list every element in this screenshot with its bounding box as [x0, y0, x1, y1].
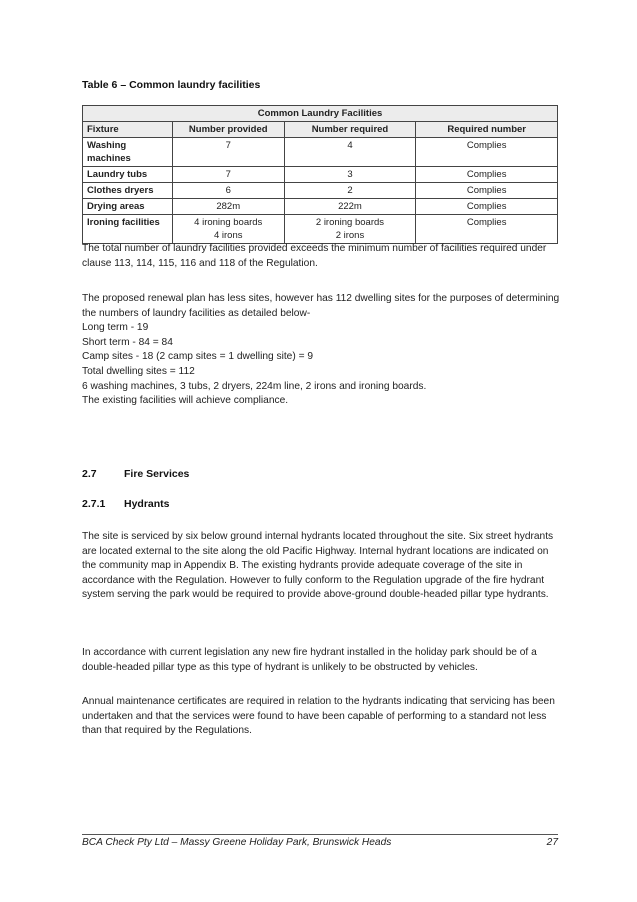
- table-span-header: Common Laundry Facilities: [83, 106, 558, 122]
- required-cell: 3: [284, 167, 416, 183]
- paragraph-line: The proposed renewal plan has less sites, however has 112 dwelling sites for the purposes of determining the numbers of laundry facilities as detailed below-: [82, 293, 560, 319]
- table-row: [83, 199, 558, 215]
- section-number: 2.7: [82, 468, 97, 480]
- section-title: Fire Services: [124, 468, 190, 480]
- subsection-title: Hydrants: [124, 498, 170, 510]
- fixture-cell: Clothes dryers: [83, 183, 173, 199]
- provided-line: 4 ironing boards: [194, 217, 263, 228]
- table-header-row: [83, 122, 558, 138]
- hydrants-paragraph-3: [82, 695, 562, 739]
- table-row: [83, 215, 558, 244]
- hydrants-paragraph-1: [82, 530, 562, 603]
- column-header-provided: Number provided: [172, 122, 284, 138]
- dwelling-sites-paragraph: [82, 292, 562, 409]
- provided-cell: 7: [172, 167, 284, 183]
- paragraph-line: Camp sites - 18 (2 camp sites = 1 dwelling site) = 9: [82, 351, 314, 363]
- paragraph-text: The site is serviced by six below ground internal hydrants located throughout the site. Six street hydrants are located external to the site along the old Pacific Highway. Internal hydrant locations are indicated on the community map in Appendix B. The existing hydrants provide adequate coverage of the site in accordance with the Regulation. However to fully conform to the Regulation upgrade of the fire hydrant system serving the park would be required to provide above-ground double-headed pillar type hydrants.: [82, 531, 554, 601]
- status-cell: Complies: [416, 167, 558, 183]
- hydrants-paragraph-2: [82, 646, 562, 675]
- fixture-cell: Washing machines: [83, 138, 173, 167]
- page-number: 27: [546, 837, 558, 848]
- column-header-status: Required number: [416, 122, 558, 138]
- provided-line: 4 irons: [213, 230, 243, 241]
- table-row: [83, 183, 558, 199]
- status-cell: Complies: [416, 199, 558, 215]
- footer-divider: [82, 834, 558, 835]
- status-cell: Complies: [416, 138, 558, 167]
- column-header-fixture: Fixture: [83, 122, 173, 138]
- compliance-paragraph: [82, 242, 562, 271]
- subsection-number: 2.7.1: [82, 498, 106, 510]
- status-cell: Complies: [416, 183, 558, 199]
- fixture-cell: Drying areas: [83, 199, 173, 215]
- paragraph-line: The existing facilities will achieve compliance.: [82, 395, 289, 407]
- status-cell: Complies: [416, 215, 558, 244]
- required-line: 2 ironing boards: [315, 217, 385, 228]
- required-cell: 2: [284, 183, 416, 199]
- paragraph-text: Annual maintenance certificates are required in relation to the hydrants indicating that servicing has been undertaken and that the services were found to have been capable of performing to a standard not less than that required by the Regulations.: [82, 696, 555, 737]
- fixture-cell: Ironing facilities: [83, 215, 173, 244]
- laundry-facilities-table: [82, 105, 558, 244]
- paragraph-line: Long term - 19: [82, 322, 149, 334]
- provided-cell: 7: [172, 138, 284, 167]
- paragraph-line: Total dwelling sites = 112: [82, 365, 195, 377]
- provided-cell: 6: [172, 183, 284, 199]
- required-cell: [284, 215, 416, 244]
- table-row: [83, 138, 558, 167]
- subsection-heading-hydrants: [82, 498, 170, 510]
- required-cell: 222m: [284, 199, 416, 215]
- fixture-cell: Laundry tubs: [83, 167, 173, 183]
- paragraph-line: Short term - 84 = 84: [82, 336, 173, 348]
- column-header-required: Number required: [284, 122, 416, 138]
- footer-title: BCA Check Pty Ltd – Massy Greene Holiday Park, Brunswick Heads: [82, 837, 392, 848]
- provided-cell: [172, 215, 284, 244]
- paragraph-text: The total number of laundry facilities provided exceeds the minimum number of facilities required under clause 113, 114, 115, 116 and 118 of the Regulation.: [82, 243, 547, 269]
- table-caption: Table 6 – Common laundry facilities: [82, 79, 261, 91]
- table-row: [83, 167, 558, 183]
- paragraph-line: 6 washing machines, 3 tubs, 2 dryers, 224m line, 2 irons and ironing boards.: [82, 380, 427, 392]
- provided-cell: 282m: [172, 199, 284, 215]
- required-line: 2 irons: [335, 230, 365, 241]
- table-span-header-row: [83, 106, 558, 122]
- paragraph-text: In accordance with current legislation any new fire hydrant installed in the holiday park should be of a double-headed pillar type as this type of hydrant is unlikely to be obstructed by vehicles.: [82, 647, 537, 673]
- required-cell: 4: [284, 138, 416, 167]
- section-heading-fire-services: [82, 468, 189, 480]
